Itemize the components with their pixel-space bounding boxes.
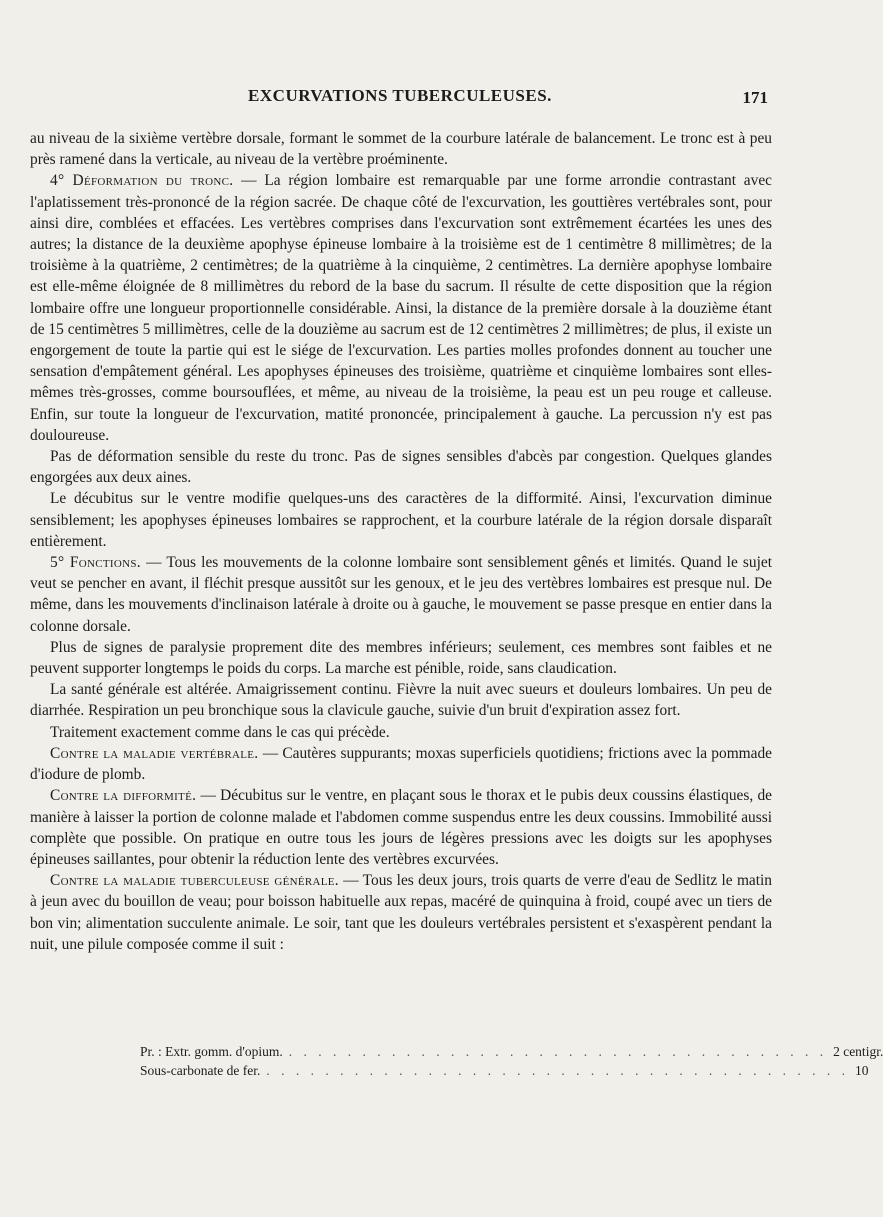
page-number: 171 bbox=[742, 88, 768, 107]
section-heading: Contre la difformité. bbox=[50, 787, 197, 805]
paragraph-text: — Tous les deux jours, trois quarts de verre d'eau de Sedlitz le matin à jeun avec du bouillon de veau; pour boisson habituelle aux repas, macéré de quinquina à froid, coupé avec un tiers de bon vin; alimentation succulente animale. Le soir, tant que les douleurs vertébrales persistent et s'exaspèrent pendant la nuit, une pilule composée comme il suit : bbox=[30, 872, 772, 953]
prescription-quantity: 2 centigr. bbox=[833, 1044, 883, 1059]
section-heading: 5° Fonctions. bbox=[50, 554, 141, 572]
leader-dots: . . . . . . . . . . . . . . . . . . . . . . . . . . . . . . . . . . . . . bbox=[288, 1044, 828, 1059]
paragraph bbox=[30, 552, 772, 637]
prescription bbox=[140, 1042, 883, 1080]
paragraph bbox=[30, 637, 772, 679]
prescription-ingredient: Pr. : Extr. gomm. d'opium. bbox=[140, 1044, 283, 1059]
paragraph bbox=[30, 870, 772, 955]
section-heading: Contre la maladie vertébrale. bbox=[50, 744, 259, 762]
prescription-quantity: 10 bbox=[854, 1063, 869, 1078]
paragraph-text: au niveau de la sixième vertèbre dorsale, formant le sommet de la courbure latérale de balancement. Le tronc est à peu près ramené dans la verticale, au niveau de la vertèbre proéminente. bbox=[30, 130, 772, 169]
prescription-line bbox=[140, 1042, 883, 1061]
paragraph bbox=[30, 785, 772, 870]
paragraph-text: — Tous les mouvements de la colonne lombaire sont sensiblement gênés et limités. Quand le sujet veut se pencher en avant, il fléchit presque aussitôt sur les genoux, et le jeu des vertèbres lombaires est presque nul. De même, dans les mouvements d'inclinaison latérale à droite ou à gauche, le mouvement se passe presque en entier dans la colonne dorsale. bbox=[30, 554, 772, 635]
paragraph-text: Pas de déformation sensible du reste du tronc. Pas de signes sensibles d'abcès par congestion. Quelques glandes engorgées aux deux aines. bbox=[30, 448, 772, 487]
paragraph-text: Traitement exactement comme dans le cas qui précède. bbox=[50, 723, 390, 741]
paragraph bbox=[30, 170, 772, 446]
paragraph-text: — La région lombaire est remarquable par une forme arrondie contrastant avec l'aplatissement très-prononcé de la région sacrée. De chaque côté de l'excurvation, les gouttières vertébrales sont, pour ainsi dire, comblées et effacées. Les vertèbres comprises dans l'excurvation sont extrêmement écartées les unes des autres; la distance de la deuxième apophyse épineuse lombaire à la troisième est de 1 centimètre 8 millimètres; de la troisième à la quatrième, 2 centimètres; de la quatrième à la cinquième, 2 centimètres. La dernière apophyse lombaire est elle-même éloignée de 8 millimètres du rebord de la base du sacrum. Il résulte de cette disposition que la région lombaire offre une longueur proportionnelle considérable. Ainsi, la distance de la première dorsale à la douzième étant de 15 centimètres 5 millimètres, celle de la douzième au sacrum est de 12 centimètres 2 millimètres; de plus, il existe un engorgement de toute la partie qui est le siége de l'excurvation. Les parties molles profondes donnent au toucher une sensation d'empâtement général. Les apophyses épineuses des troisième, quatrième et cinquième lombaires sont elles-mêmes très-grosses, comme boursouflées, et même, au niveau de la troisième, la peau est un peu rouge et calleuse. Enfin, sur toute la longueur de l'excurvation, matité prononcée, principalement à gauche. La percussion n'y est pas douloureuse. bbox=[30, 172, 772, 444]
body-text bbox=[30, 128, 772, 955]
paragraph-text: Plus de signes de paralysie proprement dite des membres inférieurs; seulement, ces membres sont faibles et ne peuvent supporter longtemps le poids du corps. La marche est pénible, roide, sans claudication. bbox=[30, 638, 772, 678]
paragraph-text: — Cautères suppurants; moxas superficiels quotidiens; frictions avec la pommade d'iodure de plomb. bbox=[30, 744, 772, 784]
section-heading: 4° Déformation du tronc. bbox=[50, 172, 234, 190]
page-header bbox=[0, 86, 800, 110]
section-heading: Contre la maladie tuberculeuse générale. bbox=[50, 872, 339, 890]
leader-dots: . . . . . . . . . . . . . . . . . . . . . . . . . . . . . . . . . . . . . . . . bbox=[266, 1063, 849, 1078]
paragraph-text: — Décubitus sur le ventre, en plaçant sous le thorax et le pubis deux coussins élastiques, de manière à laisser la portion de colonne malade et l'abdomen comme suspendus entre les deux coussins. Immobilité aussi complète que possible. On pratique en outre tous les jours de légères pressions avec les doigts sur les apophyses épineuses saillantes, pour obtenir la réduction lente des vertèbres excurvées. bbox=[30, 787, 772, 868]
paragraph-text: La santé générale est altérée. Amaigrissement continu. Fièvre la nuit avec sueurs et douleurs lombaires. Un peu de diarrhée. Respiration un peu bronchique sous la clavicule gauche, suivie d'un bruit d'expiration assez fort. bbox=[30, 681, 772, 720]
prescription-ingredient: Sous-carbonate de fer. bbox=[140, 1063, 261, 1078]
prescription-line bbox=[140, 1061, 869, 1080]
paragraph-text: Le décubitus sur le ventre modifie quelques-uns des caractères de la difformité. Ainsi, l'excurvation diminue sensiblement; les apophyses épineuses lombaires se rapprochent, et la courbure latérale de la région dorsale disparaît entièrement. bbox=[30, 490, 772, 550]
paragraph bbox=[30, 743, 772, 785]
paragraph bbox=[30, 446, 772, 488]
paragraph bbox=[30, 679, 772, 721]
paragraph bbox=[30, 488, 772, 552]
paragraph bbox=[30, 722, 772, 743]
running-title: EXCURVATIONS TUBERCULEUSES. bbox=[248, 86, 552, 105]
paragraph bbox=[30, 128, 772, 170]
